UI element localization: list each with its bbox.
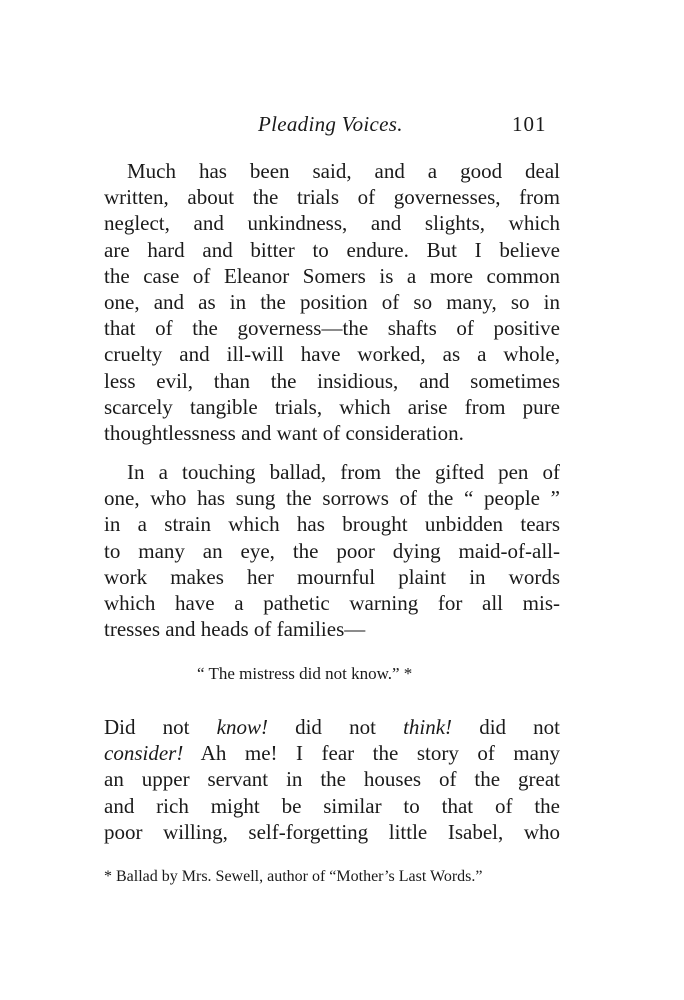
page-number: 101 [512,112,547,136]
block-quote: “ The mistress did not know.” * [197,664,413,683]
text-line: that of the governess—the shafts of positive [104,316,560,341]
emphasis-think: think! [403,715,453,739]
text-line: written, about the trials of governesses, from [104,185,560,210]
paragraph-3 [104,714,560,845]
text-run: did not [452,715,560,739]
text-run: Did not [104,715,217,739]
text-line: work makes her mournful plaint in words [104,564,560,589]
text-line: scarcely tangible trials, which arise from pure [104,394,560,419]
running-head-title: Pleading Voices. [258,112,403,136]
text-line: one, who has sung the sorrows of the “ people ” [104,486,560,511]
footnote: * Ballad by Mrs. Sewell, author of “Mother’s Last Words.” [104,868,483,885]
text-line [104,740,560,766]
paragraph-2 [104,459,560,642]
text-line: neglect, and unkindness, and slights, which [104,211,560,236]
emphasis-know: know! [216,715,268,739]
text-line: in a strain which has brought unbidden tears [104,512,560,537]
text-line: which have a pathetic warning for all mis- [104,591,560,616]
text-line: tresses and heads of families— [104,617,366,642]
text-line: one, and as in the position of so many, so in [104,290,560,315]
text-line: Much has been said, and a good deal [127,159,560,183]
paragraph-1 [104,158,560,446]
text-line: thoughtlessness and want of consideration. [104,421,464,446]
text-line: In a touching ballad, from the gifted pen of [127,460,560,484]
text-line: an upper servant in the houses of the great [104,767,560,792]
text-line: are hard and bitter to endure. But I believe [104,237,560,262]
text-line: less evil, than the insidious, and sometimes [104,368,560,393]
text-line: cruelty and ill-will have worked, as a whole, [104,342,560,367]
text-line: the case of Eleanor Somers is a more common [104,263,560,288]
text-line: poor willing, self-forgetting little Isabel, who [104,819,560,844]
text-line [104,714,560,740]
text-line: to many an eye, the poor dying maid-of-all- [104,538,560,563]
emphasis-consider: consider! [104,741,184,766]
text-run: Ah me! I fear the story of many [183,741,560,766]
text-line: and rich might be similar to that of the [104,793,560,818]
text-run: did not [267,715,404,739]
